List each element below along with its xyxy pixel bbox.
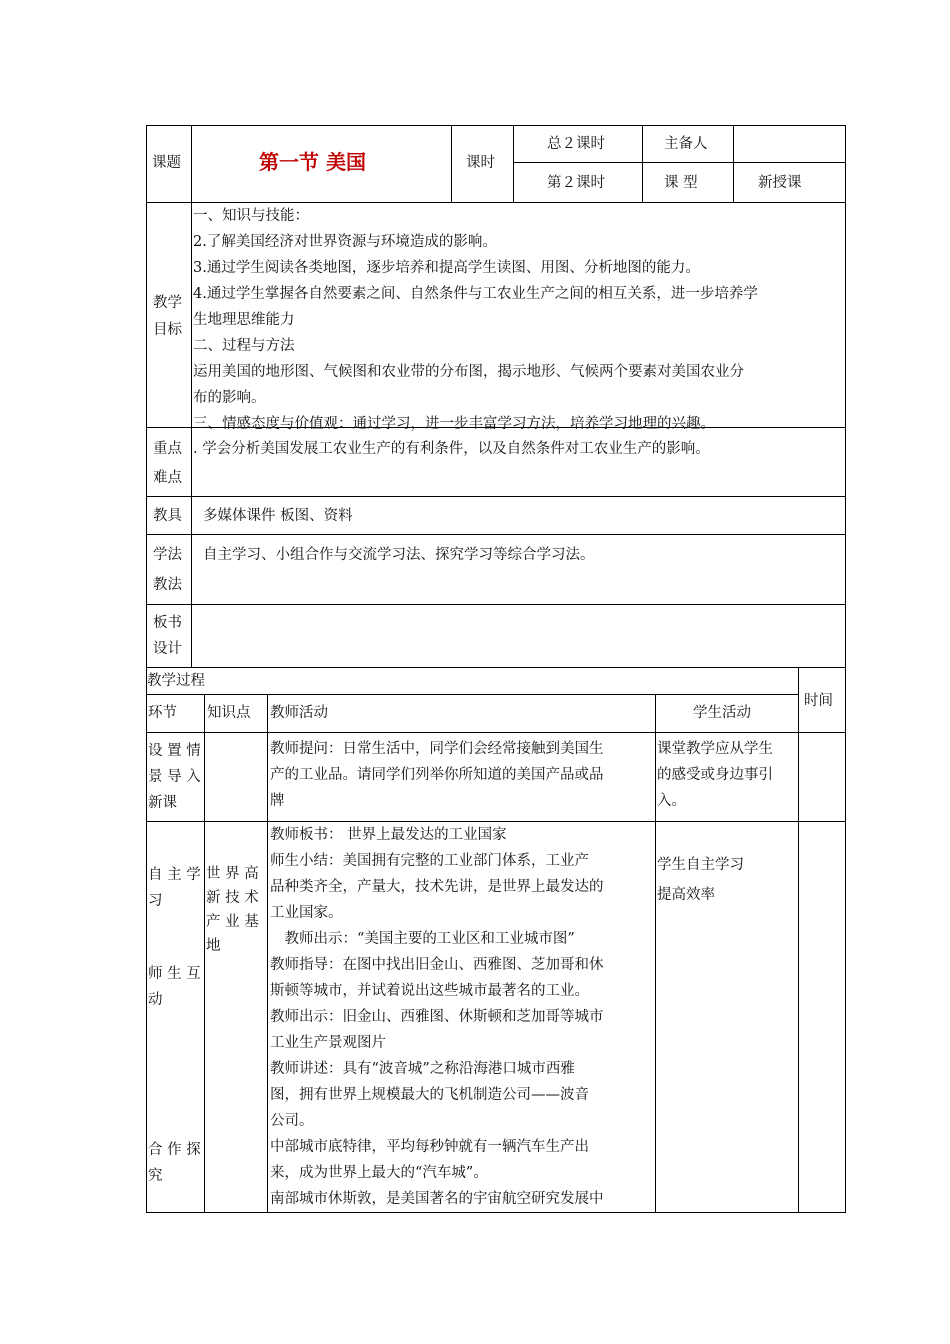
rule: [146, 604, 845, 605]
time-column-header: 时间: [804, 693, 833, 709]
stage-line: 设 置 情: [148, 743, 201, 759]
rule: [146, 125, 845, 126]
lesson-type-label: 课 型: [664, 175, 698, 191]
rule: [451, 125, 452, 202]
rule: [146, 732, 845, 733]
tools-label: 教具: [153, 508, 182, 524]
knowledge-point: [206, 862, 266, 958]
teacher-line: 教师出示：旧金山、西雅图、休斯顿和芝加哥等城市: [270, 1009, 604, 1025]
topic-label: 课题: [152, 155, 181, 171]
student-line: 提高效率: [657, 887, 715, 903]
teacher-line: 教师讲述：具有“波音城”之称沿海港口城市西雅: [270, 1061, 575, 1077]
teacher-line: 图，拥有世界上规模最大的飞机制造公司——波音: [270, 1087, 589, 1103]
lesson-title: 第一节 美国: [259, 150, 366, 174]
objective-line: 一、知识与技能：: [193, 208, 309, 224]
stage-column-header: 环节: [148, 705, 177, 721]
knowledge-line: 世 界 高: [206, 866, 259, 882]
stage-intro: [148, 738, 203, 816]
rule: [146, 667, 845, 668]
objective-line: 布的影响。: [193, 390, 266, 406]
rule: [513, 162, 845, 163]
teacher-line: 南部城市休斯敦，是美国著名的宇宙航空研究发展中: [270, 1191, 604, 1207]
rule: [146, 534, 845, 535]
rule: [733, 125, 734, 202]
objective-line: 三、情感态度与价值观：通过学习，进一步丰富学习方法，培养学习地理的兴趣。: [193, 416, 715, 432]
student-line: 入。: [657, 793, 686, 809]
author-label: 主备人: [664, 136, 708, 152]
lesson-type-value: 新授课: [758, 175, 802, 191]
rule: [146, 694, 798, 695]
rule: [204, 694, 205, 1213]
objective-line: 4.通过学生掌握各自然要素之间、自然条件与工农业生产之间的相互关系，进一步培养学: [193, 286, 758, 302]
rule: [798, 667, 799, 1213]
objective-line: 生地理思维能力: [193, 312, 295, 328]
teacher-line: 公司。: [270, 1113, 314, 1129]
teacher-line: 教师指导：在图中找出旧金山、西雅图、芝加哥和休: [270, 957, 604, 973]
objectives-text: [193, 203, 843, 437]
current-hour: 第２课时: [547, 175, 605, 191]
teacher-line: 教师出示：“美国主要的工业区和工业城市图”: [270, 931, 575, 947]
rule: [146, 496, 845, 497]
key-points-label: 难点: [153, 470, 182, 486]
key-points-text: . 学会分析美国发展工农业生产的有利条件，以及自然条件对工农业生产的影响。: [193, 441, 710, 457]
stage-line: 景 导 入: [148, 769, 201, 785]
total-hours: 总２课时: [547, 136, 605, 152]
stage-line: 合 作 探: [148, 1142, 201, 1158]
stage-line: 习: [148, 893, 163, 909]
teacher-line: 品种类齐全，产量大，技术先讲，是世界上最发达的: [270, 879, 604, 895]
tools-text: 多媒体课件 板图、资料: [203, 508, 353, 524]
teacher-line: 斯顿等城市，并试着说出这些城市最著名的工业。: [270, 983, 589, 999]
stage-cooperation: [148, 1137, 203, 1189]
objective-line: 3.通过学生阅读各类地图，逐步培养和提高学生读图、用图、分析地图的能力。: [193, 260, 700, 276]
teacher-line: 来，成为世界上最大的“汽车城”。: [270, 1165, 488, 1181]
teacher-line: 产的工业品。请同学们列举你所知道的美国产品或品: [270, 767, 604, 783]
student-activity-main: [657, 850, 797, 910]
teacher-line: 教师提问：日常生活中，同学们会经常接触到美国生: [270, 741, 604, 757]
stage-line: 师 生 互: [148, 966, 201, 982]
rule: [267, 694, 268, 1213]
student-column-header: 学生活动: [693, 705, 751, 721]
methods-text: 自主学习、小组合作与交流学习法、探究学习等综合学习法。: [203, 547, 595, 563]
knowledge-line: 产 业 基: [206, 914, 259, 930]
objective-line: 2.了解美国经济对世界资源与环境造成的影响。: [193, 234, 497, 250]
rule: [146, 1212, 845, 1213]
teacher-line: 牌: [270, 793, 285, 809]
key-points-label: 重点: [153, 441, 182, 457]
stage-line: 动: [148, 992, 163, 1008]
methods-label: 学法: [153, 547, 182, 563]
knowledge-column-header: 知识点: [207, 705, 251, 721]
rule: [191, 125, 192, 667]
knowledge-line: 地: [206, 938, 221, 954]
board-label: 设计: [153, 641, 182, 657]
student-line: 课堂教学应从学生: [657, 741, 773, 757]
rule: [513, 125, 514, 202]
stage-self-study: [148, 862, 203, 914]
stage-line: 自 主 学: [148, 867, 201, 883]
stage-line: 究: [148, 1168, 163, 1184]
objective-line: 运用美国的地形图、气候图和农业带的分布图，揭示地形、气候两个要素对美国农业分: [193, 364, 744, 380]
objective-line: 二、过程与方法: [193, 338, 295, 354]
rule: [655, 694, 656, 1213]
objectives-label: 目标: [153, 322, 182, 338]
teacher-line: 中部城市底特律，平均每秒钟就有一辆汽车生产出: [270, 1139, 589, 1155]
student-activity-intro: [657, 736, 797, 814]
teacher-line: 工业生产景观图片: [270, 1035, 386, 1051]
stage-interaction: [148, 961, 203, 1013]
methods-label: 教法: [153, 577, 182, 593]
teacher-activity-intro: [270, 736, 654, 814]
stage-line: 新课: [148, 795, 177, 811]
knowledge-line: 新 技 术: [206, 890, 259, 906]
teacher-line: 师生小结：美国拥有完整的工业部门体系，工业产: [270, 853, 589, 869]
process-section-label: 教学过程: [147, 673, 205, 689]
teacher-line: 教师板书： 世界上最发达的工业国家: [270, 827, 507, 843]
objectives-label: 教学: [153, 295, 182, 311]
rule: [845, 125, 846, 1213]
rule: [642, 125, 643, 202]
teacher-column-header: 教师活动: [270, 705, 328, 721]
board-label: 板书: [153, 615, 182, 631]
student-line: 的感受或身边事引: [657, 767, 773, 783]
hours-label: 课时: [466, 155, 495, 171]
student-line: 学生自主学习: [657, 857, 744, 873]
teacher-activity-main: [270, 822, 654, 1212]
teacher-line: 工业国家。: [270, 905, 343, 921]
